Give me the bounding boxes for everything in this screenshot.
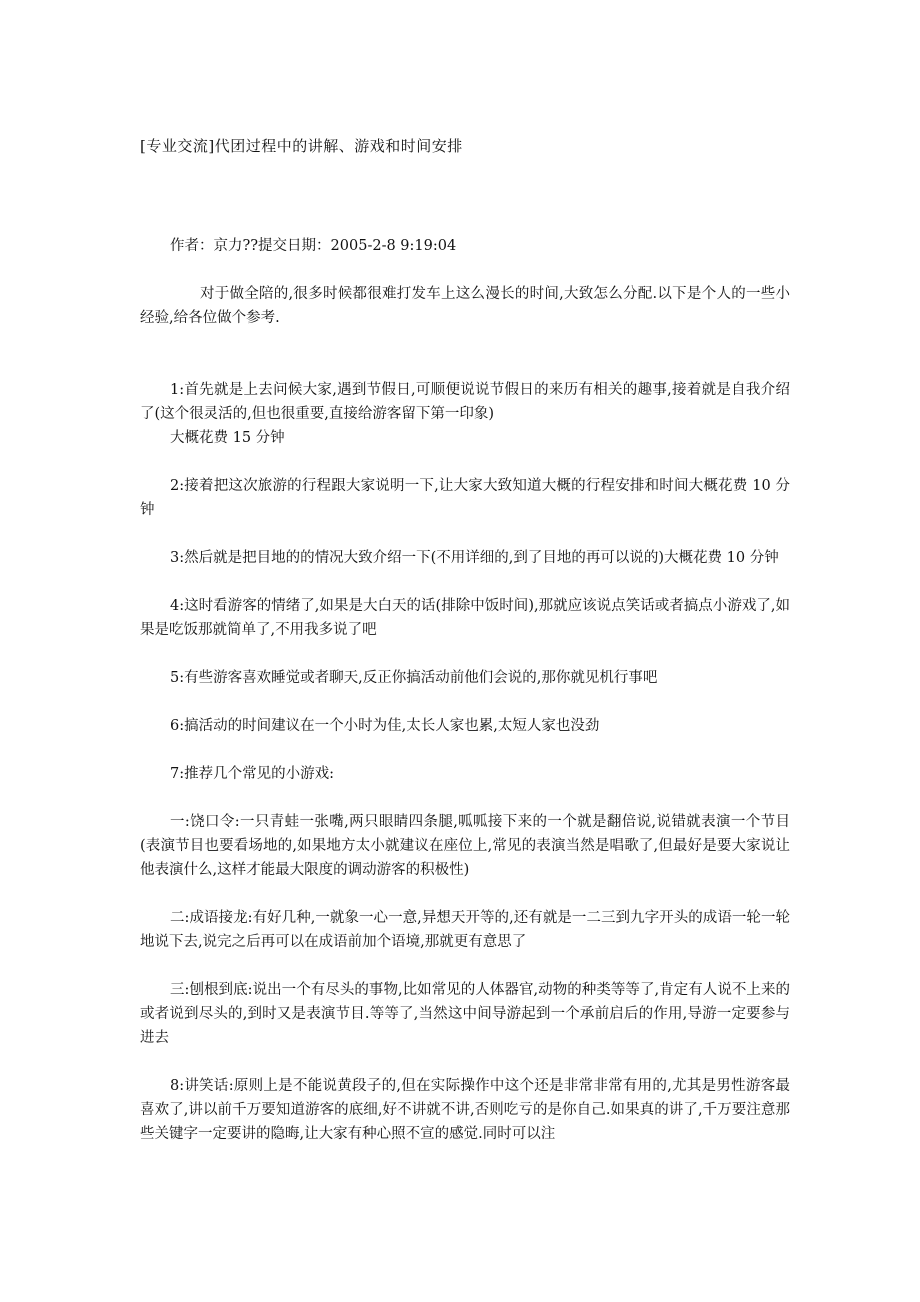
paragraph-4: 4:这时看游客的情绪了,如果是大白天的话(排除中饭时间),那就应该说点笑话或者搞点小游戏了,如果是吃饭那就简单了,不用我多说了吧 — [140, 598, 790, 638]
intro-paragraph: 对于做全陪的,很多时候都很难打发车上这么漫长的时间,大致怎么分配.以下是个人的一些小经验,给各位做个参考. — [140, 286, 790, 326]
paragraph-8: 8:讲笑话:原则上是不能说黄段子的,但在实际操作中这个还是非常非常有用的,尤其是男性游客最喜欢了,讲以前千万要知道游客的底细,好不讲就不讲,否则吃亏的是你自己.如果真的讲了,千万要注意那些关键字一定要讲的隐晦,让大家有种心照不宣的感觉.同时可以注 — [140, 1078, 790, 1142]
article-body — [140, 282, 790, 1146]
paragraph-2: 2:接着把这次旅游的行程跟大家说明一下,让大家大致知道大概的行程安排和时间大概花费 10 分钟 — [140, 478, 790, 518]
game-1-paragraph: 一:饶口令:一只青蛙一张嘴,两只眼睛四条腿,呱呱接下来的一个就是翻倍说,说错就表演一个节目(表演节目也要看场地的,如果地方太小就建议在座位上,常见的表演当然是唱歌了,但最好是要大家说让他表演什么,这样才能最大限度的调动游客的积极性) — [140, 814, 790, 878]
paragraph-5: 5:有些游客喜欢睡觉或者聊天,反正你搞活动前他们会说的,那你就见机行事吧 — [170, 670, 658, 686]
paragraph-6: 6:搞活动的时间建议在一个小时为佳,太长人家也累,太短人家也没劲 — [170, 718, 600, 734]
author-date-line: 作者：京力??提交日期：2005-2-8 9:19:04 — [170, 238, 457, 254]
paragraph-1-time: 大概花费 15 分钟 — [170, 430, 285, 446]
paragraph-7: 7:推荐几个常见的小游戏: — [170, 766, 334, 782]
game-3-paragraph: 三:刨根到底:说出一个有尽头的事物,比如常见的人体器官,动物的种类等等了,肯定有人说不上来的或者说到尽头的,到时又是表演节目.等等了,当然这中间导游起到一个承前启后的作用,导游一定要参与进去 — [140, 982, 790, 1046]
game-2-paragraph: 二:成语接龙:有好几种,一就象一心一意,异想天开等的,还有就是一二三到九字开头的成语一轮一轮地说下去,说完之后再可以在成语前加个语境,那就更有意思了 — [140, 910, 790, 950]
page-title: [专业交流]代团过程中的讲解、游戏和时间安排 — [140, 137, 463, 155]
paragraph-3: 3:然后就是把目地的的情况大致介绍一下(不用详细的,到了目地的再可以说的)大概花费 10 分钟 — [170, 550, 779, 566]
paragraph-1: 1:首先就是上去问候大家,遇到节假日,可顺便说说节假日的来历有相关的趣事,接着就是自我介绍了(这个很灵活的,但也很重要,直接给游客留下第一印象) — [140, 382, 790, 422]
